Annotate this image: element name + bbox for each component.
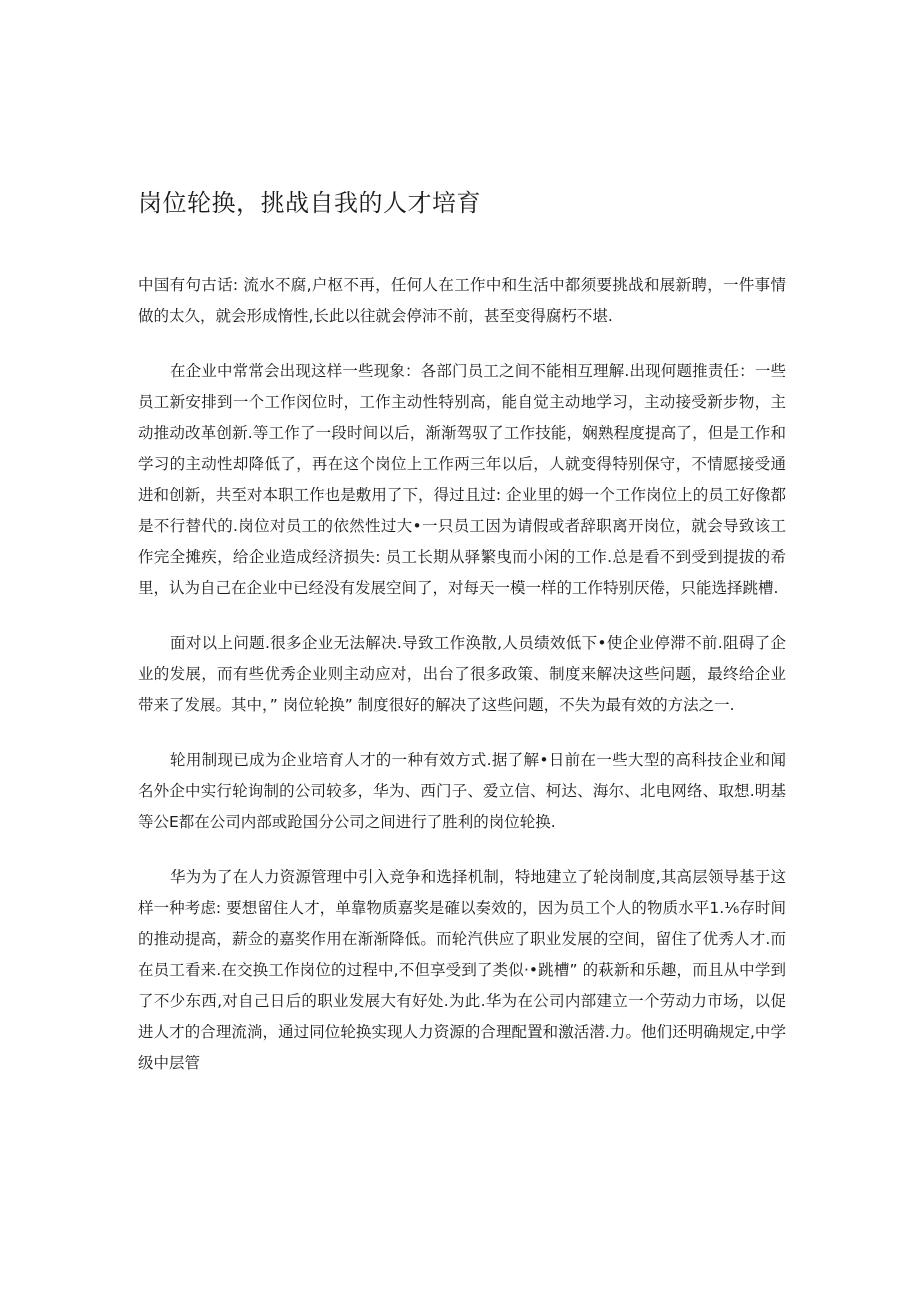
paragraph-response: 面对以上问题.很多企业无法解决.导致工作涣散,人员绩效低下•使企业停滞不前.阻碍了企业的发展，而有些优秀企业则主动应对，出台了很多政策、制度来解决这些问题，最终给企业带来了发展。其中，” 岗位轮换” 制度很好的解决了这些问题，不失为最有效的方法之一. bbox=[138, 634, 786, 714]
paragraph-intro: 中国有句古话: 流水不腐,户枢不再，任何人在工作中和生活中都须要挑战和展新聘，一件事情做的太久，就会形成惰性,长此以往就会停沛不前，甚至变得腐朽不堪. bbox=[138, 276, 786, 325]
document-body bbox=[138, 270, 786, 1103]
paragraph-phenomena: 在企业中常常会出现这样一些现象：各部门员工之间不能相互理解.出现何题推责任：一些员工新安排到一个工作闵位时，工作主动性特别高，能自觉主动地学习，主动接受新步物，主动推动改革创新.等工作了一段时间以后，渐渐驾驭了工作技能，娴熟程度提高了，但是工作和学习的主动性却降低了，再在这个岗位上工作两三年以后，人就变得特别保守，不情愿接受通进和创新，共至对本职工作也是敷用了下，得过且过: 企业里的姆一个工作岗位上的员工好像都是不行替代的.岗位对员工的依然性过大•一只员工因为请假或者辞职离开岗位，就会导致该工作完全摊疾，给企业造成经济损失: 员工长期从驿繁曳而小闲的工作.总是看不到受到提拔的希里，认为自己在企业中已经没有发展空间了，对每天一模一样的工作特别厌倦，只能选择跳槽. bbox=[138, 362, 786, 597]
paragraph-huawei: 华为为了在人力资源管理中引入竞争和选择机制，特地建立了轮岗制度,其高层领导基于这样一种考虑: 要想留住人才，单靠物质嘉奖是確以奏效的，因为员工个人的物质水平1.⅙存时间的推动提高，薪佥的嘉奖作用在渐渐降低。而轮汽供应了职业发展的空间，留住了优秀人才.而在员工看来.在交换工作岗位的过程中,不但享受到了类似·•跳槽” 的萩新和乐趣，而且从中学到了不少东西,对自己日后的职业发展大有好处.为此.华为在公司内部建立一个劳动力市场，以促进人才的合理流淌，通过同位轮换实现人力资源的合理配置和激活潜.力。他们还明确规定,中学级中层管 bbox=[138, 868, 786, 1072]
document-title: 岗位轮换，挑战自我的人才培育 bbox=[138, 189, 481, 217]
paragraph-rotation-system: 轮用制现已成为企业培育人才的一种有效方式.据了解•日前在一些大型的高科技企业和闻名外企中实行轮询制的公司较多，华为、西门子、爱立信、柯达、海尔、北电网络、取想.明基等公E都在公司内部或跄国分公司之间进行了胜利的岗位轮换. bbox=[138, 751, 786, 831]
